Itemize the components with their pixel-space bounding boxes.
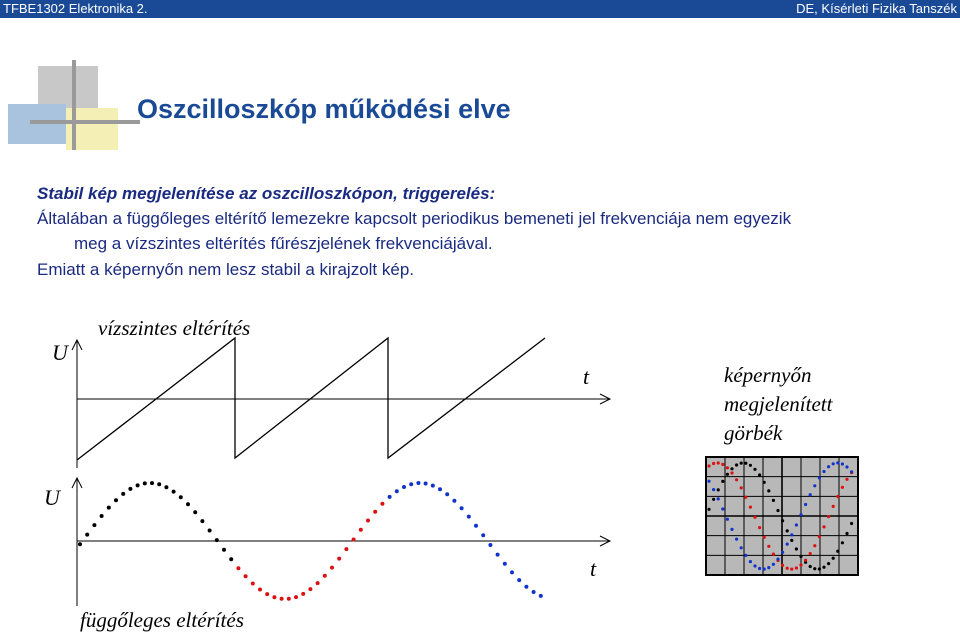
signal-dot: [809, 565, 812, 568]
signal-dot: [758, 526, 761, 529]
signal-dot: [841, 462, 844, 465]
signal-dot: [717, 461, 720, 464]
signal-dot: [841, 541, 844, 544]
signal-dot: [193, 510, 197, 514]
signal-dot: [503, 562, 507, 566]
signal-dot: [445, 492, 449, 496]
screen-caption-line-2: megjelenített: [724, 392, 833, 416]
course-label: TFBE1302 Elektronika 2.: [3, 1, 148, 16]
signal-dot: [740, 546, 743, 549]
signal-dot: [236, 566, 240, 570]
signal-dot: [186, 502, 190, 506]
signal-dot: [799, 563, 802, 566]
paragraph-1-line-1: Általában a függőleges eltérítő lemezekre kapcsolt periodikus bemeneti jel frekvenciája nem egyezik: [37, 209, 792, 228]
signal-dot: [510, 570, 514, 574]
signal-dot: [208, 529, 212, 533]
signal-dot: [164, 485, 168, 489]
signal-dot: [795, 523, 798, 526]
signal-dot: [730, 471, 733, 474]
signal-dot: [308, 587, 312, 591]
signal-dot: [712, 498, 715, 501]
signal-dot: [740, 486, 743, 489]
signal-dot: [827, 465, 830, 468]
signal-dot: [799, 555, 802, 558]
signal-dot: [726, 466, 729, 469]
signal-dot: [395, 489, 399, 493]
signal-dot: [845, 478, 848, 481]
signal-dot: [753, 468, 756, 471]
signal-dot: [781, 551, 784, 554]
signal-dot: [822, 566, 825, 569]
top-axes: [72, 340, 610, 468]
bottom-u-axis-label: U: [44, 485, 60, 510]
signal-dot: [488, 543, 492, 547]
signal-dot: [822, 525, 825, 528]
signal-dot: [845, 532, 848, 535]
signal-dot: [813, 544, 816, 547]
top-u-axis-label: U: [52, 340, 68, 365]
signal-dot: [781, 519, 784, 522]
signal-dot: [121, 492, 125, 496]
signal-dot: [749, 506, 752, 509]
signal-dot: [438, 487, 442, 491]
signal-dot: [707, 480, 710, 483]
signal-dot: [316, 581, 320, 585]
signal-dot: [380, 502, 384, 506]
signal-dot: [200, 519, 204, 523]
signal-dot: [763, 536, 766, 539]
signal-dot: [749, 560, 752, 563]
signal-dot: [388, 495, 392, 499]
signal-dot: [832, 462, 835, 465]
signal-dot: [707, 464, 710, 467]
signal-dot: [767, 489, 770, 492]
signal-dot: [827, 562, 830, 565]
signal-dot: [301, 592, 305, 596]
signal-dot: [92, 523, 96, 527]
signal-dot: [776, 558, 779, 561]
signal-dot: [735, 463, 738, 466]
signal-dot: [822, 470, 825, 473]
signal-dot: [717, 488, 720, 491]
signal-dot: [758, 567, 761, 570]
signal-dot: [740, 462, 743, 465]
screen-caption-line-1: képernyőn: [724, 363, 812, 387]
signal-dot: [352, 538, 356, 542]
signal-dot: [836, 461, 839, 464]
signal-dot: [850, 522, 853, 525]
signal-dot: [730, 528, 733, 531]
signal-dot: [721, 480, 724, 483]
signal-dot: [726, 473, 729, 476]
signal-dot: [749, 464, 752, 467]
signal-dot: [809, 552, 812, 555]
signal-dot: [763, 568, 766, 571]
bottom-axes: [72, 478, 610, 606]
signal-dot: [265, 592, 269, 596]
signal-dot: [818, 567, 821, 570]
signal-dot: [790, 533, 793, 536]
signal-dot: [402, 485, 406, 489]
signal-dot: [786, 543, 789, 546]
signal-dot: [172, 490, 176, 494]
signal-dot: [809, 493, 812, 496]
signal-dot: [287, 597, 291, 601]
signal-dot: [735, 478, 738, 481]
signal-dot: [786, 529, 789, 532]
signal-dot: [753, 516, 756, 519]
signal-dot: [128, 487, 132, 491]
bottom-t-axis-label: t: [590, 556, 597, 581]
signal-dot: [786, 567, 789, 570]
signal-dot: [460, 506, 464, 510]
top-t-axis-label: t: [583, 364, 590, 389]
signal-dot: [157, 482, 161, 486]
signal-dot: [832, 505, 835, 508]
department-label: DE, Kísérleti Fizika Tanszék: [796, 1, 957, 16]
signal-dot: [452, 499, 456, 503]
signal-dot: [323, 574, 327, 578]
signal-dot: [726, 518, 729, 521]
signal-dot: [772, 553, 775, 556]
signal-dot: [474, 524, 478, 528]
signal-dot: [804, 503, 807, 506]
signal-dot: [143, 481, 147, 485]
signal-dot: [795, 566, 798, 569]
signal-dot: [359, 528, 363, 532]
signal-dot: [763, 481, 766, 484]
signal-dot: [344, 547, 348, 551]
signal-dot: [744, 554, 747, 557]
signal-dot: [813, 484, 816, 487]
signal-dot: [804, 559, 807, 562]
signal-dot: [717, 497, 720, 500]
signal-dot: [481, 533, 485, 537]
signal-dot: [730, 467, 733, 470]
signal-dot: [744, 462, 747, 465]
signal-dot: [799, 513, 802, 516]
signal-dot: [416, 481, 420, 485]
signal-dot: [845, 465, 848, 468]
signal-dot: [330, 566, 334, 570]
signal-dot: [767, 566, 770, 569]
paragraph-2: Emiatt a képernyőn nem lesz stabil a kirajzolt kép.: [37, 260, 415, 279]
signal-dot: [818, 535, 821, 538]
signal-dot: [179, 495, 183, 499]
signal-dot: [776, 509, 779, 512]
signal-dot: [517, 578, 521, 582]
signal-dot: [215, 538, 219, 542]
signal-dot: [813, 567, 816, 570]
signal-dot: [790, 568, 793, 571]
section-subtitle: Stabil kép megjelenítése az oszcilloszkópon, triggerelés:: [37, 184, 496, 203]
signal-dot: [767, 545, 770, 548]
signal-dot: [753, 564, 756, 567]
signal-dot: [496, 553, 500, 557]
signal-dot: [832, 557, 835, 560]
signal-dot: [272, 595, 276, 599]
signal-dot: [294, 595, 298, 599]
signal-dot: [366, 519, 370, 523]
signal-dot: [781, 564, 784, 567]
signal-dot: [721, 507, 724, 510]
bottom-caption: függőleges eltérítés: [80, 608, 244, 632]
signal-dot: [251, 582, 255, 586]
signal-dot: [841, 486, 844, 489]
signal-dot: [78, 542, 82, 546]
signal-dot: [431, 484, 435, 488]
signal-dot: [818, 476, 821, 479]
signal-dot: [85, 533, 89, 537]
signal-dot: [712, 462, 715, 465]
signal-dot: [100, 514, 104, 518]
signal-dot: [467, 515, 471, 519]
slide-title: Oszcilloszkóp működési elve: [137, 94, 511, 124]
signal-dot: [827, 515, 830, 518]
signal-dot: [721, 463, 724, 466]
signal-dot: [107, 506, 111, 510]
signal-dot: [850, 470, 853, 473]
signal-dot: [337, 557, 341, 561]
signal-dot: [114, 498, 118, 502]
signal-dot: [758, 473, 761, 476]
signal-dot: [836, 495, 839, 498]
signal-dot: [244, 574, 248, 578]
signal-dot: [790, 539, 793, 542]
signal-dot: [424, 482, 428, 486]
signal-dot: [373, 510, 377, 514]
signal-dot: [712, 488, 715, 491]
signal-dot: [836, 550, 839, 553]
signal-dot: [744, 496, 747, 499]
screen-display: [706, 457, 858, 575]
paragraph-1-line-2: meg a vízszintes eltérítés fűrészjelének frekvenciájával.: [74, 234, 493, 253]
signal-dot: [795, 547, 798, 550]
signal-dot: [409, 482, 413, 486]
signal-dot: [150, 481, 154, 485]
signal-dot: [707, 508, 710, 511]
top-caption: vízszintes eltérítés: [98, 316, 251, 340]
signal-dot: [735, 538, 738, 541]
signal-dot: [229, 557, 233, 561]
signal-dot: [539, 594, 543, 598]
signal-dot: [772, 499, 775, 502]
signal-dot: [222, 548, 226, 552]
signal-dot: [772, 563, 775, 566]
signal-dot: [524, 585, 528, 589]
signal-dot: [532, 590, 536, 594]
signal-dot: [258, 588, 262, 592]
signal-dot: [136, 483, 140, 487]
signal-dot: [280, 597, 284, 601]
screen-caption-line-3: görbék: [724, 421, 783, 445]
